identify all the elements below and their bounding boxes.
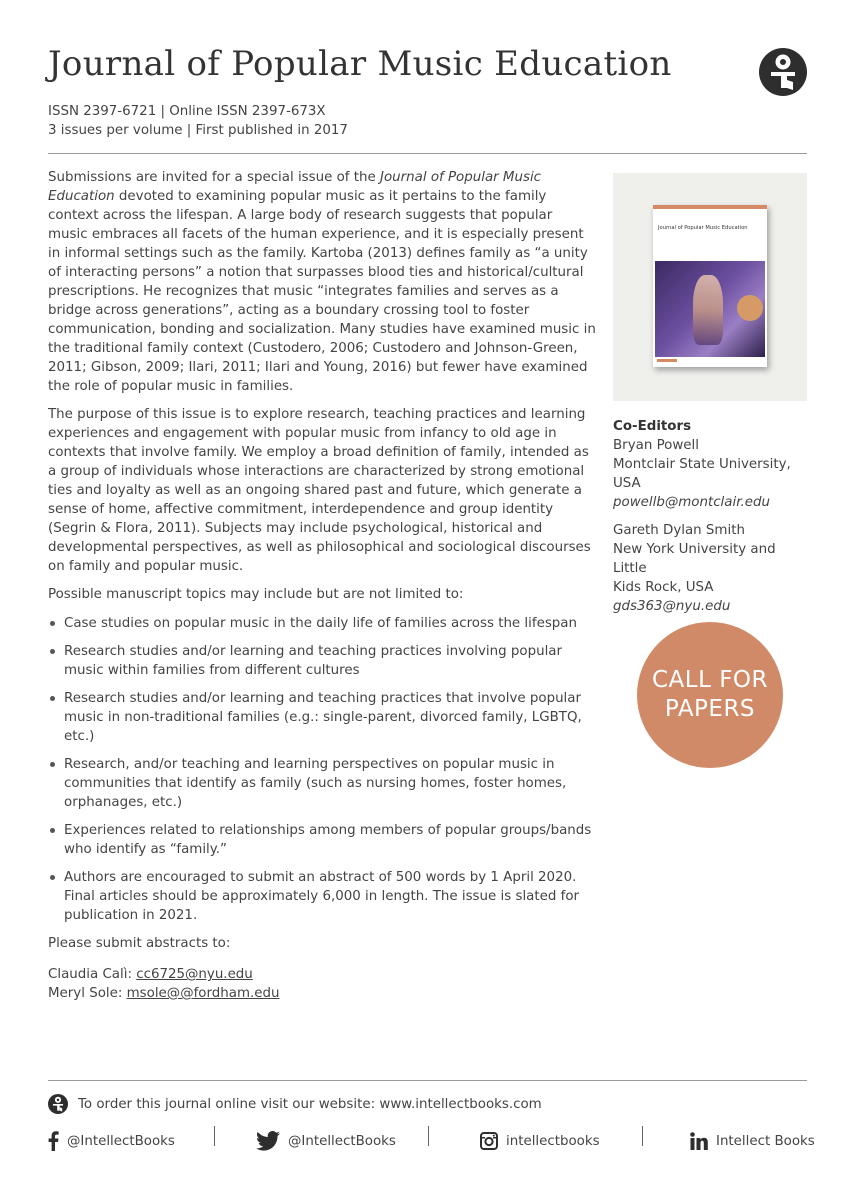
list-item: Research studies and/or learning and teaching practices that involve popular music in non-traditional families (e.g.: single-parent, divorced family, LGBTQ, etc.) bbox=[48, 689, 596, 746]
facebook-link[interactable] bbox=[48, 1126, 175, 1156]
main-content bbox=[48, 168, 596, 1003]
intellect-logo-icon bbox=[48, 1094, 68, 1114]
bullet-icon bbox=[50, 621, 55, 626]
bullet-icon bbox=[50, 875, 55, 880]
issues-line: 3 issues per volume | First published in 2017 bbox=[48, 123, 348, 138]
email-link-meryl[interactable]: msole@@fordham.edu bbox=[126, 986, 280, 1001]
social-divider bbox=[214, 1126, 215, 1146]
bullet-icon bbox=[50, 649, 55, 654]
twitter-handle: @IntellectBooks bbox=[288, 1133, 396, 1149]
bullet-icon bbox=[50, 696, 55, 701]
purpose-paragraph: The purpose of this issue is to explore research, teaching practices and learning experiences and engagement with popular music from infancy to old age in contexts that involve family. We employ a broad definition of family, intended as a group of individuals whose interactions are characterized by strong emotional ties and loyalty as well as an ongoing shared past and future, which generate a sense of home, affective commitment, interdependence and group identity (Segrin & Flora, 2011). Subjects may include psychological, historical and developmental perspectives, as well as philosophical and sociological discourses on family and popular music. bbox=[48, 407, 591, 574]
editor1-country: USA bbox=[613, 476, 641, 491]
list-item: Authors are encouraged to submit an abstract of 500 words by 1 April 2020. Final articles should be approximately 6,000 in length. The issue is slated for publication in 2021. bbox=[48, 868, 596, 925]
journal-name-italic: Journal of Popular Music Education bbox=[48, 170, 542, 204]
editor2-name: Gareth Dylan Smith bbox=[613, 523, 745, 538]
editor1-name: Bryan Powell bbox=[613, 438, 699, 453]
intro-paragraph: Submissions are invited for a special issue of the Journal of Popular Music Education devoted to examining popular music as it pertains to the family context across the lifespan. A large body of research suggests that popular music embraces all facets of the human experience, and it is especially present in informal settings such as the family. Kartoba (2013) defines family as “a unity of interacting persons” a notion that surpasses blood ties and historical/cultural prescriptions. He recognizes that music “integrates families and serves as a bridge across generations”, acting as a boundary crossing tool to foster communication, bonding and socialization. Many studies have examined music in the traditional family context (Custodero, 2006; Custodero and Johnson-Green, 2011; Gibson, 2009; Ilari, 2011; Ilari and Young, 2016) but fewer have examined the role of popular music in families. bbox=[48, 170, 596, 394]
editor2-affiliation: New York University and Little bbox=[613, 542, 776, 576]
email-link-claudia[interactable]: cc6725@nyu.edu bbox=[136, 967, 253, 982]
co-editors-label: Co-Editors bbox=[613, 419, 692, 434]
call-for-papers-badge bbox=[637, 622, 783, 768]
journal-title: Journal of Popular Music Education bbox=[48, 44, 672, 84]
social-links bbox=[48, 1126, 815, 1156]
journal-cover-image bbox=[653, 205, 767, 367]
cover-panel bbox=[613, 173, 807, 401]
editor1-affiliation: Montclair State University, bbox=[613, 457, 791, 472]
instagram-handle: intellectbooks bbox=[506, 1133, 600, 1149]
order-line bbox=[48, 1092, 542, 1116]
co-editors bbox=[613, 417, 813, 616]
linkedin-icon bbox=[690, 1132, 708, 1150]
intellect-logo-icon bbox=[759, 48, 807, 96]
twitter-link[interactable] bbox=[256, 1126, 396, 1156]
order-text[interactable]: To order this journal online visit our website: www.intellectbooks.com bbox=[78, 1096, 542, 1112]
header-divider bbox=[48, 153, 807, 154]
facebook-handle: @IntellectBooks bbox=[67, 1133, 175, 1149]
list-item: Research, and/or teaching and learning perspectives on popular music in communities that identify as family (such as nursing homes, foster homes, orphanages, etc.) bbox=[48, 755, 596, 812]
cfp-line1: CALL FOR bbox=[651, 667, 769, 693]
bullet-icon bbox=[50, 762, 55, 767]
footer-divider bbox=[48, 1080, 807, 1081]
contacts bbox=[48, 965, 596, 1003]
instagram-icon bbox=[480, 1132, 498, 1150]
instagram-link[interactable] bbox=[480, 1126, 600, 1156]
cover-photo bbox=[655, 261, 765, 357]
cfp-line2: PAPERS bbox=[664, 696, 756, 722]
social-divider bbox=[642, 1126, 643, 1146]
linkedin-link[interactable] bbox=[690, 1126, 815, 1156]
submit-instruction: Please submit abstracts to: bbox=[48, 936, 231, 951]
editor2-affiliation-2: Kids Rock, USA bbox=[613, 580, 714, 595]
journal-meta bbox=[48, 102, 348, 140]
linkedin-handle: Intellect Books bbox=[716, 1133, 815, 1149]
topics-intro: Possible manuscript topics may include but are not limited to: bbox=[48, 587, 464, 602]
contact-meryl: Meryl Sole: msole@@fordham.edu bbox=[48, 986, 280, 1001]
issn-line: ISSN 2397-6721 | Online ISSN 2397-673X bbox=[48, 104, 326, 119]
topics-list bbox=[48, 614, 596, 925]
editor1-email[interactable]: powellb@montclair.edu bbox=[613, 495, 770, 510]
list-item: Case studies on popular music in the daily life of families across the lifespan bbox=[48, 614, 596, 633]
social-divider bbox=[428, 1126, 429, 1146]
bullet-icon bbox=[50, 828, 55, 833]
contact-claudia: Claudia Calì: cc6725@nyu.edu bbox=[48, 967, 253, 982]
editor2-email[interactable]: gds363@nyu.edu bbox=[613, 599, 731, 614]
twitter-icon bbox=[256, 1131, 280, 1151]
list-item: Research studies and/or learning and teaching practices involving popular music within families from different cultures bbox=[48, 642, 596, 680]
cover-title: Journal of Popular Music Education bbox=[658, 225, 748, 231]
facebook-icon bbox=[48, 1131, 59, 1151]
list-item: Experiences related to relationships among members of popular groups/bands who identify as “family.” bbox=[48, 821, 596, 859]
